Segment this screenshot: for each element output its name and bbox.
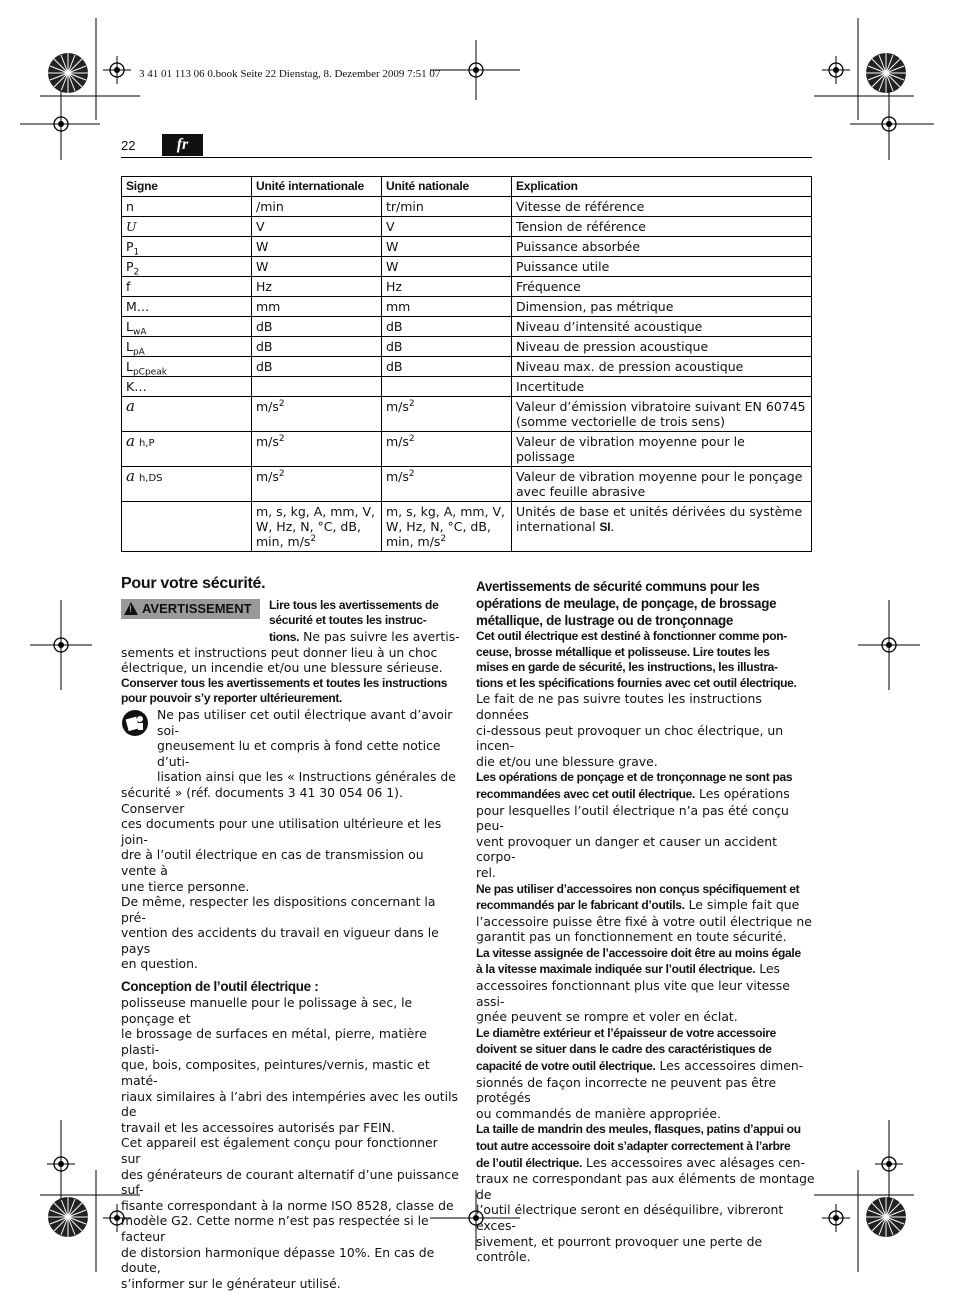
table-row xyxy=(122,357,812,377)
book-info-line: 3 41 01 113 06 0.book Seite 22 Dienstag, 8. Dezember 2009 7:51 07 xyxy=(139,68,441,80)
cell-intl: $m/s^2$ xyxy=(252,467,382,502)
cell-expl: Niveau max. de pression acoustique xyxy=(512,357,812,377)
header-signe: Signe xyxy=(122,177,252,197)
paragraph: La taille de mandrin des meules, flasques, patins d’appui ou tout autre accessoire doit s’adapter correctement à l’arbre de l’outil électrique. Les accessoires avec alésages cen- traux ne correspondant pas aux éléments de montage de l’outil électrique seront en déséquilibre, vibreront exces- sivement, et pourront provoquer une perte de contrôle. xyxy=(476,1122,815,1265)
warning-badge xyxy=(121,599,260,619)
cell-nat: Hz xyxy=(382,277,512,297)
cell-intl: dB xyxy=(252,357,382,377)
section-heading: Avertissements de sécurité communs pour les opérations de meulage, de ponçage, de brossage métallique, de lustrage ou de tronçonnage xyxy=(476,579,777,628)
paragraph: sements et instructions peut donner lieu à un choc électrique, un incendie et/ou une blessure sérieuse. xyxy=(121,644,443,676)
cell-intl: mm xyxy=(252,297,382,317)
cell-symbol: a h,P xyxy=(122,432,252,467)
cell-nat: mm xyxy=(382,297,512,317)
cell-symbol: $L_{pA}$ xyxy=(122,337,252,357)
paragraph-bold: Conserver tous les avertissements et toutes les instructions pour pouvoir s’y reporter ultérieurement. xyxy=(121,675,448,706)
header-unite-nationale: Unité nationale xyxy=(382,177,512,197)
cell-intl: dB xyxy=(252,337,382,357)
table-row xyxy=(122,397,812,432)
table-row xyxy=(122,237,812,257)
warning-label: AVERTISSEMENT xyxy=(142,600,252,616)
paragraph: polisseuse manuelle pour le polissage à sec, le ponçage et le brossage de surfaces en métal, pierre, matière plasti- que, bois, composites, peintures/vernis, mastic et maté- riaux similaires à l’abri des intempéries avec les outils de travail et les accessoires autorisés par FEIN. xyxy=(121,995,458,1135)
cell-nat: $m/s^2$ xyxy=(382,432,512,467)
cell-expl: Valeur de vibration moyenne pour le polissage xyxy=(512,432,812,467)
table-row xyxy=(122,467,812,502)
warning-text: Ne pas suivre les avertis- xyxy=(299,628,460,644)
table-row xyxy=(122,277,812,297)
table-header-row xyxy=(122,177,812,197)
page-number: 22 xyxy=(121,138,136,153)
cell-intl: dB xyxy=(252,317,382,337)
read-manual-icon xyxy=(121,709,149,737)
table-row xyxy=(122,297,812,317)
paragraph: Les opérations de ponçage et de tronçonnage ne sont pas recommandées avec cet outil électrique. Les opérations pour lesquelles l’outil électrique n’a pas été conçu peu- vent provoquer un danger et causer un accident corpo- rel. xyxy=(476,770,793,880)
warning-text: Lire tous les avertissements de xyxy=(269,597,439,612)
warning-triangle-icon: ! xyxy=(124,602,138,615)
warning-text: tions. xyxy=(269,629,300,644)
cell-nat: W xyxy=(382,257,512,277)
table-row xyxy=(122,377,812,397)
cell-nat: dB xyxy=(382,317,512,337)
cell-symbol: M… xyxy=(122,297,252,317)
table-row xyxy=(122,317,812,337)
cell-nat: tr/min xyxy=(382,197,512,217)
cell-symbol: n xyxy=(122,197,252,217)
right-column xyxy=(476,578,816,1265)
cell-expl: Vitesse de référence xyxy=(512,197,812,217)
paragraph: sécurité » (réf. documents 3 41 30 054 06 1). Conserver ces documents pour une utilisation ultérieure et les join- dre à l’outil électrique en cas de transmission ou vente à une tierce personne. xyxy=(121,784,442,894)
cell-expl: Dimension, pas métrique xyxy=(512,297,812,317)
table-row xyxy=(122,432,812,467)
cell-expl: Fréquence xyxy=(512,277,812,297)
cell-symbol: $P_1$ xyxy=(122,237,252,257)
cell-expl: Unités de base et unités dérivées du système international SI. xyxy=(512,502,812,552)
table-row xyxy=(122,217,812,237)
cell-symbol xyxy=(122,502,252,552)
cell-intl: $m/s^2$ xyxy=(252,432,382,467)
table-row xyxy=(122,337,812,357)
table-row xyxy=(122,197,812,217)
header-explication: Explication xyxy=(512,177,812,197)
cell-nat: dB xyxy=(382,337,512,357)
paragraph: De même, respecter les dispositions concernant la pré- vention des accidents du travail en vigueur dans le pays en question. xyxy=(121,894,439,972)
cell-symbol: f xyxy=(122,277,252,297)
table-row xyxy=(122,257,812,277)
symbols-table xyxy=(121,176,812,552)
cell-nat: m, s, kg, A, mm, V, W, Hz, N, °C, dB, min, $m/s^2$ xyxy=(382,502,512,552)
manual-instruction-block xyxy=(121,707,461,894)
cell-expl: Puissance utile xyxy=(512,257,812,277)
cell-nat: V xyxy=(382,217,512,237)
cell-symbol: $L_{wA}$ xyxy=(122,317,252,337)
warning-block xyxy=(121,598,461,645)
cell-intl: V xyxy=(252,217,382,237)
cell-nat xyxy=(382,377,512,397)
header-rule xyxy=(121,157,812,158)
cell-intl: m, s, kg, A, mm, V, W, Hz, N, °C, dB, min, $m/s^2$ xyxy=(252,502,382,552)
cell-nat: $m/s^2$ xyxy=(382,467,512,502)
paragraph: La vitesse assignée de l’accessoire doit être au moins égale à la vitesse maximale indiquée sur l’outil électrique. Les accessoires fonctionnant plus vite que leur vitesse assi- gnée peuvent se rompre et voler en éclat. xyxy=(476,945,801,1025)
left-column xyxy=(121,576,461,1291)
cell-intl: Hz xyxy=(252,277,382,297)
cell-symbol: a h,DS xyxy=(122,467,252,502)
cell-expl: Tension de référence xyxy=(512,217,812,237)
cell-expl: Valeur de vibration moyenne pour le ponçage avec feuille abrasive xyxy=(512,467,812,502)
cell-nat: W xyxy=(382,237,512,257)
cell-intl: W xyxy=(252,237,382,257)
cell-symbol: K… xyxy=(122,377,252,397)
header-unite-internationale: Unité internationale xyxy=(252,177,382,197)
cell-intl xyxy=(252,377,382,397)
cell-symbol: U xyxy=(122,217,252,237)
cell-expl: Niveau de pression acoustique xyxy=(512,337,812,357)
subheading: Conception de l’outil électrique : xyxy=(121,979,319,995)
cell-intl: /min xyxy=(252,197,382,217)
paragraph: Ne pas utiliser cet outil électrique avant d’avoir soi- gneusement lu et compris à fond cette notice d’uti- lisation ainsi que les « Instructions générales de xyxy=(157,706,456,785)
paragraph: Le fait de ne pas suivre toutes les instructions données ci-dessous peut provoquer un choc électrique, un incen- die et/ou une blessure grave. xyxy=(476,691,784,769)
section-heading: Pour votre sécurité. xyxy=(121,575,266,592)
cell-symbol: $L_{pCpeak}$ xyxy=(122,357,252,377)
cell-expl: Puissance absorbée xyxy=(512,237,812,257)
paragraph: Le diamètre extérieur et l’épaisseur de votre accessoire doivent se situer dans le cadre des caractéristiques de capacité de votre outil électrique. Les accessoires dimen- sionnés de façon incorrecte ne peuvent pas être protégés ou commandés de manière appropriée. xyxy=(476,1025,804,1121)
table-row xyxy=(122,502,812,552)
warning-text: sécurité et toutes les instruc- xyxy=(269,613,427,628)
cell-nat: dB xyxy=(382,357,512,377)
cell-nat: $m/s^2$ xyxy=(382,397,512,432)
paragraph: Ne pas utiliser d’accessoires non conçus spécifiquement et recommandés par le fabricant d’outils. Le simple fait que l’accessoire puisse être fixé à votre outil électrique ne garantit pas un fonctionnement en toute sécurité. xyxy=(476,881,812,945)
cell-intl: W xyxy=(252,257,382,277)
paragraph: Cet appareil est également conçu pour fonctionner sur des générateurs de courant alternatif d’une puissance suf- fisante correspondant à la norme ISO 8528, classe de modèle G2. Cette norme n’est pas respectée si le facteur de distorsion harmonique dépasse 10%. En cas de doute, s’informer sur le générateur utilisé. xyxy=(121,1135,459,1291)
cell-intl: $m/s^2$ xyxy=(252,397,382,432)
cell-expl: Incertitude xyxy=(512,377,812,397)
language-tab: fr xyxy=(162,134,203,156)
cell-symbol: a xyxy=(122,397,252,432)
cell-expl: Valeur d’émission vibratoire suivant EN 60745 (somme vectorielle de trois sens) xyxy=(512,397,812,432)
cell-symbol: $P_2$ xyxy=(122,257,252,277)
paragraph-bold: Cet outil électrique est destiné à fonctionner comme pon- ceuse, brosse métallique et polisseuse. Lire toutes les mises en garde de sécurité, les instructions, les illustra- tions et les spécifications fournies avec cet outil électrique. xyxy=(476,629,797,690)
cell-expl: Niveau d’intensité acoustique xyxy=(512,317,812,337)
